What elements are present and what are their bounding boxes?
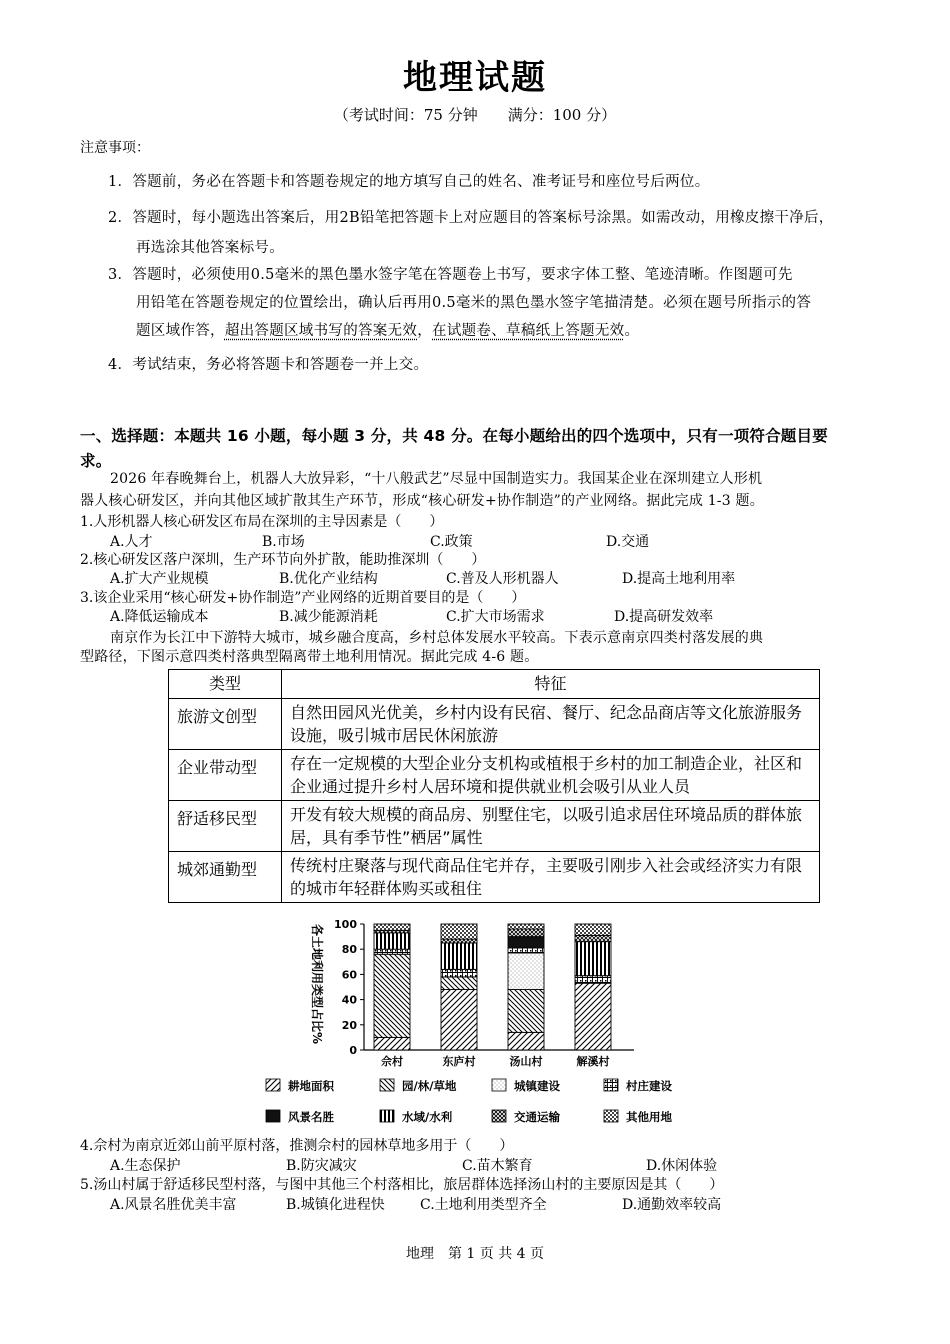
- bar-segment: [508, 929, 544, 937]
- question-3-option-d: D.提高研发效率: [614, 609, 714, 625]
- question-5-stem: 5.汤山村属于舒适移民型村落，与图中其他三个村落相比，旅居群体选择汤山村的主要原因是其（ ）: [80, 1177, 724, 1193]
- bar-segment: [374, 949, 410, 954]
- bar-segment: [508, 990, 544, 1033]
- passage-2-line-1: 南京作为长江中下游特大城市，城乡融合度高，乡村总体发展水平较高。下表示意南京四类村落发展的典: [110, 630, 764, 646]
- question-2-option-d: D.提高土地利用率: [622, 571, 736, 587]
- legend-label: 村庄建设: [626, 1079, 672, 1093]
- question-3-option-a: A.降低运输成本: [110, 609, 209, 625]
- table-cell-type: 旅游文创型: [169, 699, 282, 750]
- bar-segment: [441, 924, 477, 939]
- question-5-option-c: C.土地利用类型齐全: [420, 1197, 547, 1213]
- table-cell-type: 舒适移民型: [169, 801, 282, 852]
- question-2-option-c: C.普及人形机器人: [446, 571, 559, 587]
- legend-swatch: [604, 1110, 618, 1122]
- notice-item-2-line-1: 2．答题时，每小题选出答案后，用2B铅笔把答题卡上对应题目的答案标号涂黑。如需改动，用橡皮擦干净后，: [108, 210, 834, 226]
- legend-label: 耕地面积: [288, 1079, 334, 1093]
- question-4-stem: 4.佘村为南京近郊山前平原村落，推测佘村的园林草地多用于（ ）: [80, 1138, 514, 1154]
- bar-segment: [441, 990, 477, 1050]
- y-tick-label: 40: [341, 993, 357, 1007]
- bar-segment: [374, 1037, 410, 1050]
- y-tick-label: 0: [349, 1044, 357, 1057]
- table-cell-feature: 开发有较大规模的商品房、别墅住宅，以吸引追求居住环境品质的群体旅居，具有季节性”栖居”属性: [282, 801, 820, 852]
- bar-segment: [508, 1032, 544, 1050]
- question-4-option-a: A.生态保护: [110, 1158, 181, 1174]
- question-2-stem: 2.核心研发区落户深圳，生产环节向外扩散，能助推深圳（ ）: [80, 552, 486, 568]
- notice-text: 题区域作答，: [136, 323, 225, 339]
- y-tick-label: 60: [341, 968, 357, 982]
- bar-segment: [575, 983, 611, 1050]
- notice-emphasis: 超出答题区域书写的答案无效: [224, 323, 418, 339]
- legend-swatch: [266, 1079, 280, 1091]
- page-footer: 地理 第 1 页 共 4 页: [405, 1246, 545, 1262]
- passage-1-line-1: 2026 年春晚舞台上，机器人大放异彩，“十八般武艺”尽显中国制造实力。我国某企业在深圳建立人形机: [110, 471, 763, 487]
- question-1-option-d: D.交通: [606, 534, 650, 550]
- bar-segment: [374, 933, 410, 949]
- chart-y-label: 各土地利用类型占比%: [310, 924, 324, 1045]
- question-1-option-a: A.人才: [110, 534, 153, 550]
- notice-emphasis: 在试题卷、草稿纸上答题无效: [432, 323, 625, 339]
- question-3-option-b: B.减少能源消耗: [279, 609, 378, 625]
- question-3-option-c: C.扩大市场需求: [446, 609, 545, 625]
- legend-label: 园/林/草地: [402, 1079, 457, 1093]
- question-2-option-b: B.优化产业结构: [279, 571, 378, 587]
- section-heading-cont: 求。: [80, 452, 112, 470]
- legend-label: 风景名胜: [288, 1110, 334, 1124]
- bar-segment: [441, 969, 477, 977]
- table-cell-feature: 存在一定规模的大型企业分支机构或植根于乡村的加工制造企业，社区和企业通过提升乡村人居环境和提供就业机会吸引从业人员: [282, 750, 820, 801]
- bar-segment: [575, 976, 611, 984]
- legend-swatch: [604, 1079, 618, 1091]
- legend-swatch: [380, 1110, 394, 1122]
- legend-swatch: [492, 1110, 506, 1122]
- section-heading: 一、选择题：本题共 16 小题，每小题 3 分，共 48 分。在每小题给出的四个选项中，只有一项符合题目要: [80, 427, 828, 445]
- bar-segment: [508, 924, 544, 929]
- notice-item-4: 4．考试结束，务必将答题卡和答题卷一并上交。: [108, 357, 429, 373]
- passage-1-line-2: 器人核心研发区，并向其他区域扩散其生产环节，形成“核心研发+协作制造”的产业网络。据此完成 1-3 题。: [80, 493, 764, 509]
- table-header-type: 类型: [169, 670, 282, 699]
- question-4-option-c: C.苗木繁育: [462, 1158, 533, 1174]
- notice-text: ，: [417, 323, 433, 339]
- exam-info: （考试时间：75 分钟 满分：100 分）: [333, 106, 617, 124]
- notice-text: 。: [624, 323, 640, 339]
- table-cell-type: 城郊通勤型: [169, 852, 282, 903]
- question-5-option-b: B.城镇化进程快: [286, 1197, 385, 1213]
- bar-segment: [575, 935, 611, 941]
- legend-label: 交通运输: [514, 1110, 560, 1124]
- notice-item-1: 1．答题前，务必在答题卡和答题卷规定的地方填写自己的姓名、准考证号和座位号后两位。: [108, 174, 710, 190]
- question-5-option-a: A.风景名胜优美丰富: [110, 1197, 237, 1213]
- legend-label: 其他用地: [626, 1110, 672, 1124]
- bar-segment: [374, 924, 410, 930]
- legend-swatch: [492, 1079, 506, 1091]
- y-tick-label: 80: [341, 943, 357, 957]
- x-category-label: 东庐村: [442, 1055, 476, 1068]
- legend-swatch: [266, 1110, 280, 1122]
- table-cell-feature: 自然田园风光优美，乡村内设有民宿、餐厅、纪念品商店等文化旅游服务设施，吸引城市居民休闲旅游: [282, 699, 820, 750]
- legend-label: 水域/水利: [402, 1110, 453, 1124]
- table-cell-feature: 传统村庄聚落与现代商品住宅并存，主要吸引刚步入社会或经济实力有限的城市年轻群体购买或租住: [282, 852, 820, 903]
- question-4-option-d: D.休闲体验: [646, 1158, 718, 1174]
- table-cell-type: 企业带动型: [169, 750, 282, 801]
- y-tick-label: 20: [341, 1018, 357, 1032]
- question-5-option-d: D.通勤效率较高: [622, 1197, 722, 1213]
- notice-item-3-line-2: 用铅笔在答题卷规定的位置绘出，确认后再用0.5毫米的黑色墨水签字笔描清楚。必须在题号所指示的答: [136, 295, 812, 311]
- bar-segment: [508, 948, 544, 953]
- bar-segment: [441, 943, 477, 969]
- question-1-stem: 1.人形机器人核心研发区布局在深圳的主导因素是（ ）: [80, 514, 444, 530]
- question-2-option-a: A.扩大产业规模: [110, 571, 209, 587]
- question-1-option-c: C.政策: [430, 534, 473, 550]
- question-3-stem: 3.该企业采用“核心研发+协作制造”产业网络的近期首要目的是（ ）: [80, 590, 526, 606]
- legend-swatch: [380, 1079, 394, 1091]
- x-category-label: 汤山村: [509, 1055, 543, 1068]
- notice-heading: 注意事项：: [80, 140, 150, 156]
- page-title: 地理试题: [403, 58, 547, 98]
- notice-item-3-line-1: 3．答题时，必须使用0.5毫米的黑色墨水签字笔在答题卷上书写，要求字体工整、笔迹清晰。作图题可先: [108, 267, 793, 283]
- question-1-option-b: B.市场: [262, 534, 305, 550]
- bar-segment: [508, 953, 544, 990]
- x-category-label: 佘村: [381, 1055, 403, 1068]
- legend-label: 城镇建设: [514, 1079, 560, 1093]
- passage-2-line-2: 型路径，下图示意四类村落典型隔离带土地利用情况。据此完成 4-6 题。: [80, 649, 539, 665]
- bar-segment: [575, 942, 611, 976]
- bar-segment: [374, 954, 410, 1037]
- bar-segment: [441, 977, 477, 990]
- bar-segment: [575, 924, 611, 935]
- y-tick-label: 100: [334, 918, 357, 931]
- bar-segment: [441, 939, 477, 943]
- notice-item-2-line-2: 再选涂其他答案标号。: [136, 240, 284, 256]
- question-4-option-b: B.防灾减灾: [286, 1158, 357, 1174]
- table-header-feature: 特征: [282, 670, 820, 699]
- x-category-label: 解溪村: [576, 1055, 610, 1068]
- bar-segment: [508, 937, 544, 948]
